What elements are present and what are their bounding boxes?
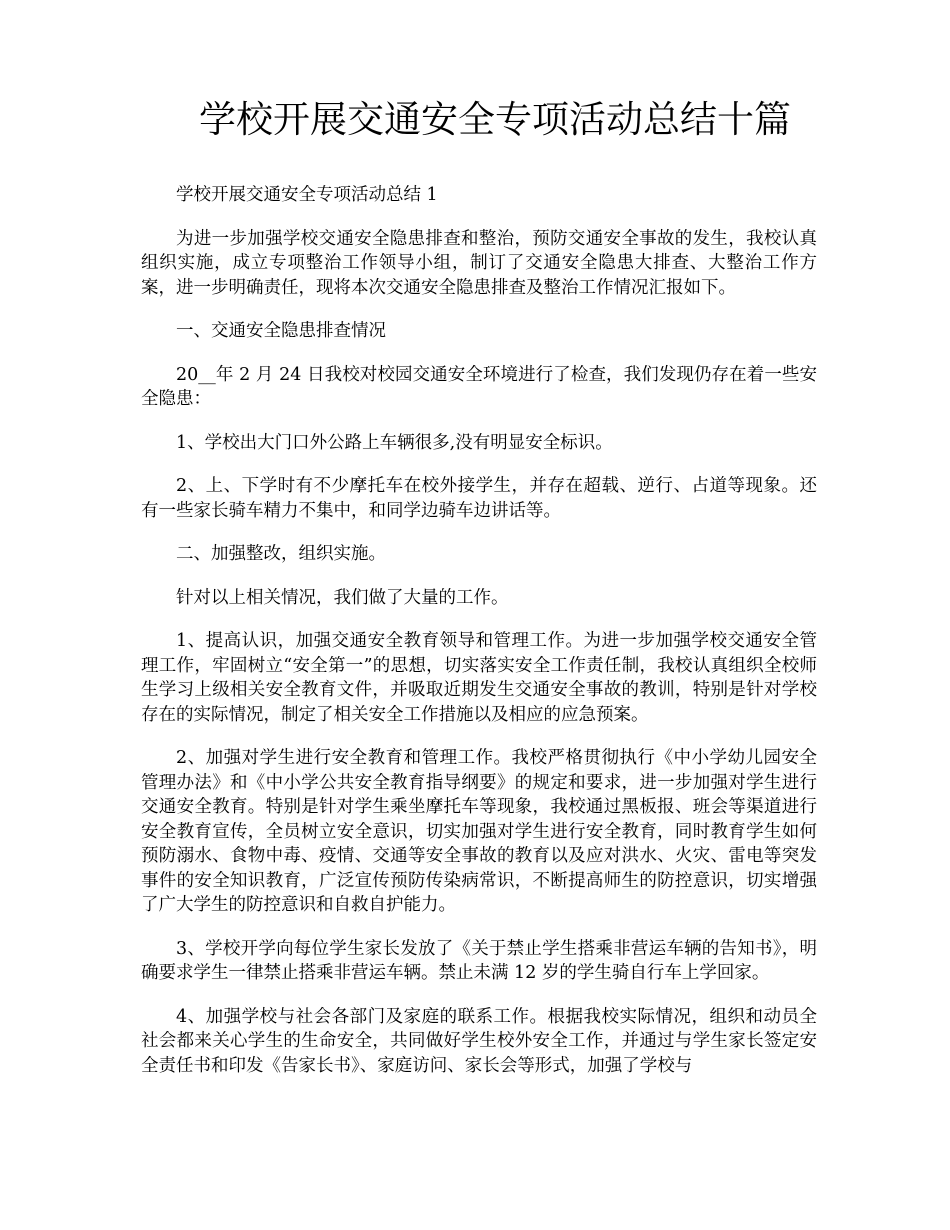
section-heading: 学校开展交通安全专项活动总结 1 bbox=[176, 185, 438, 205]
list-item: 3、学校开学向每位学生家长发放了《关于禁止学生搭乘非营运车辆的告知书》，明确要求学生一律禁止搭乘非营运车辆。禁止未满 12 岁的学生骑自行车上学回家。 bbox=[141, 938, 817, 983]
document-body bbox=[141, 183, 817, 1097]
section-heading: 一、交通安全隐患排查情况 bbox=[176, 321, 386, 341]
intro-paragraph: 为进一步加强学校交通安全隐患排查和整治，预防交通安全事故的发生，我校认真组织实施，成立专项整治工作领导小组，制订了交通安全隐患大排查、大整治工作方案，进一步明确责任，现将本次交通安全隐患排查及整治工作情况汇报如下。 bbox=[141, 228, 817, 298]
body-paragraph: 20__年 2 月 24 日我校对校园交通安全环境进行了检查，我们发现仍存在着一些安全隐患： bbox=[141, 364, 817, 409]
section-heading: 二、加强整改，组织实施。 bbox=[176, 544, 386, 564]
list-item: 1、学校出大门口外公路上车辆很多,没有明显安全标识。 bbox=[176, 432, 613, 453]
body-paragraph: 针对以上相关情况，我们做了大量的工作。 bbox=[176, 587, 509, 608]
list-item: 1、提高认识，加强交通安全教育领导和管理工作。为进一步加强学校交通安全管理工作，牢固树立“安全第一”的思想，切实落实安全工作责任制，我校认真组织全校师生学习上级相关安全教育文件，并吸取近期发生交通安全事故的教训，特别是针对学校存在的实际情况，制定了相关安全工作措施以及相应的应急预案。 bbox=[141, 631, 817, 725]
document-title: 学校开展交通安全专项活动总结十篇 bbox=[199, 98, 791, 141]
list-item: 2、上、下学时有不少摩托车在校外接学生，并存在超载、逆行、占道等现象。还有一些家长骑车精力不集中，和同学边骑车边讲话等。 bbox=[141, 476, 817, 521]
list-item: 2、加强对学生进行安全教育和管理工作。我校严格贯彻执行《中小学幼儿园安全管理办法》和《中小学公共安全教育指导纲要》的规定和要求，进一步加强对学生进行交通安全教育。特别是针对学生乘坐摩托车等现象，我校通过黑板报、班会等渠道进行安全教育宣传，全员树立安全意识，切实加强对学生进行安全教育，同时教育学生如何预防溺水、食物中毒、疫情、交通等安全事故的教育以及应对洪水、火灾、雷电等突发事件的安全知识教育，广泛宣传预防传染病常识，不断提高师生的防控意识，切实增强了广大学生的防控意识和自救自护能力。 bbox=[141, 748, 817, 915]
list-item: 4、加强学校与社会各部门及家庭的联系工作。根据我校实际情况，组织和动员全社会都来关心学生的生命安全，共同做好学生校外安全工作，并通过与学生家长签定安全责任书和印发《告家长书》、家庭访问、家长会等形式，加强了学校与 bbox=[141, 1006, 817, 1076]
